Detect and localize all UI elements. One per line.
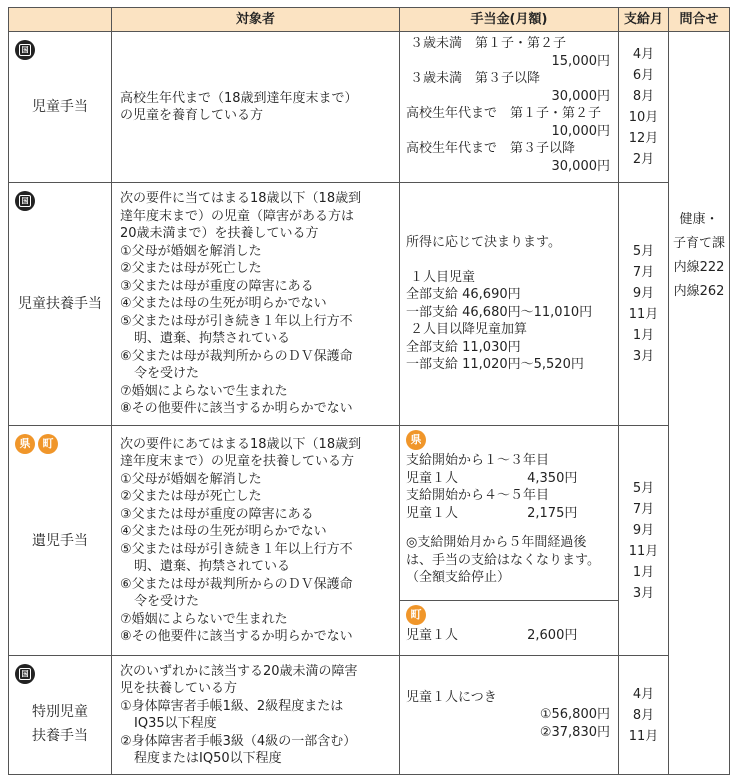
target-line: ③父または母が重度の障害にある: [120, 506, 314, 522]
header-row: [9, 8, 730, 32]
amount-line: 高校生年代まで 第１子・第２子: [406, 106, 602, 121]
amount-line: 高校生年代まで 第３子以降: [406, 141, 576, 156]
contact-line: 内線222: [673, 260, 725, 275]
national-badge-icon: 国: [15, 40, 35, 60]
payment-month: 11月: [628, 728, 659, 744]
target-line: ③父または母が重度の障害にある: [120, 278, 314, 294]
badge-group: [15, 40, 35, 60]
payment-month: 9月: [632, 522, 655, 538]
allowance-name: 特別児童: [32, 704, 88, 720]
prefecture-badge-icon: 県: [406, 430, 426, 450]
header-name: [9, 8, 112, 32]
table-row: [9, 426, 730, 656]
target-cell: [112, 183, 400, 426]
target-line: ⑥父または母が裁判所からのＤＶ保護命: [120, 576, 353, 592]
amount-line: 児童１人 2,175円: [406, 505, 578, 521]
amount-line: （全額支給停止）: [406, 570, 511, 585]
amount-cell: [400, 426, 619, 656]
badge-group: [15, 191, 35, 211]
table-row: [9, 32, 730, 183]
payment-month: 12月: [628, 131, 659, 146]
target-line: ⑦婚姻によらないで生まれた: [120, 611, 288, 627]
target-line: ⑧その他要件に該当するか明らかでない: [120, 401, 353, 417]
allowance-name-cell: [9, 656, 112, 775]
payment-month: 2月: [632, 152, 655, 167]
amount-line: １人目児童: [410, 269, 476, 285]
amount-value: 10,000円: [551, 123, 610, 139]
target-line: ④父または母の生死が明らかでない: [120, 296, 327, 312]
payment-month: 4月: [632, 686, 655, 702]
amount-line: ３歳未満 第３子以降: [410, 71, 541, 86]
amount-line: 支給開始から１〜３年目: [406, 453, 550, 468]
payment-month: 5月: [632, 480, 655, 496]
target-line: ②父または母が死亡した: [120, 489, 262, 504]
amount-spacer: [406, 522, 612, 534]
target-line: IQ35以下程度: [134, 716, 217, 731]
amount-cell: [400, 32, 619, 183]
target-line: 達年度末まで）の児童（障害がある方は: [120, 208, 355, 224]
target-line: ⑥父または母が裁判所からのＤＶ保護命: [120, 348, 353, 364]
amount-spacer: [406, 252, 612, 269]
target-line: 児を扶養している方: [120, 681, 238, 696]
payment-months-cell: [619, 656, 669, 775]
payment-month: 1月: [632, 328, 655, 343]
amount-value: 15,000円: [551, 53, 610, 69]
target-cell: [112, 656, 400, 775]
header-target: 対象者: [112, 8, 400, 32]
target-line: 次のいずれかに該当する20歳未満の障害: [120, 663, 358, 679]
amount-line: ３歳未満 第１子・第２子: [410, 36, 567, 51]
target-line: ④父または母の生死が明らかでない: [120, 524, 327, 539]
payment-months-cell: [619, 32, 669, 183]
allowance-name: 扶養手当: [32, 728, 88, 744]
target-line: 明、遺棄、拘禁されている: [134, 331, 291, 347]
target-line: ⑤父または母が引き続き１年以上行方不: [120, 541, 353, 557]
header-month: 支給月: [619, 8, 669, 32]
prefecture-amount-block: [400, 426, 618, 600]
target-line: ①父母が婚姻を解消した: [120, 471, 262, 487]
allowance-name: 児童手当: [32, 99, 88, 115]
contact-line: 内線262: [673, 284, 725, 299]
payment-month: 7月: [632, 265, 655, 280]
amount-line: 支給開始から４〜５年目: [406, 488, 550, 503]
target-cell: [112, 426, 400, 656]
allowance-name-cell: [9, 183, 112, 426]
payment-month: 11月: [628, 543, 659, 559]
target-line: 明、遺棄、拘禁されている: [134, 559, 291, 574]
header-contact: 問合せ: [669, 8, 730, 32]
payment-month: 4月: [632, 47, 655, 62]
payment-month: 3月: [632, 349, 655, 364]
table-row: [9, 183, 730, 426]
payment-month: 8月: [632, 89, 655, 104]
target-line: ①身体障害者手帳1級、2級程度または: [120, 698, 344, 714]
amount-cell: [400, 656, 619, 775]
payment-month: 7月: [632, 501, 655, 517]
allowance-name-cell: [9, 32, 112, 183]
payment-months-cell: [619, 426, 669, 656]
allowance-table: [8, 7, 730, 775]
amount-line: 児童１人につき: [406, 689, 497, 705]
target-line: の児童を養育している方: [120, 108, 264, 123]
table-row: [9, 656, 730, 775]
target-line: 程度またはIQ50以下程度: [134, 751, 282, 766]
amount-line: 児童１人 2,600円: [406, 628, 578, 643]
payment-months-cell: [619, 183, 669, 426]
national-badge-icon: 国: [15, 664, 35, 684]
target-line: ②身体障害者手帳3級（4級の一部含む）: [120, 733, 357, 749]
target-line: ⑤父または母が引き続き１年以上行方不: [120, 313, 353, 329]
amount-cell: [400, 183, 619, 426]
badge-group: [15, 664, 35, 684]
amount-line: は、手当の支給はなくなります。: [406, 552, 600, 568]
amount-value: 30,000円: [551, 158, 610, 174]
amount-line: 一部支給 11,020円〜5,520円: [406, 357, 584, 373]
amount-line: 一部支給 46,680円〜11,010円: [406, 304, 593, 320]
allowance-name: 遺児手当: [32, 532, 88, 549]
amount-line: 全部支給 11,030円: [406, 339, 521, 355]
payment-month: 9月: [632, 286, 655, 301]
target-line: 高校生年代まで（18歳到達年度末まで）: [120, 90, 358, 106]
contact-line: 健康・: [679, 212, 719, 227]
amount-line: ２人目以降児童加算: [410, 322, 528, 338]
payment-month: 5月: [632, 244, 655, 259]
amount-line: ◎支給開始月から５年間経過後: [406, 535, 587, 550]
target-line: ①父母が婚姻を解消した: [120, 243, 262, 259]
target-line: ⑦婚姻によらないで生まれた: [120, 383, 288, 399]
target-line: ⑧その他要件に該当するか明らかでない: [120, 629, 353, 644]
amount-value: ②37,830円: [539, 724, 610, 740]
target-line: 達年度末まで）の児童を扶養している方: [120, 454, 355, 469]
target-line: ②父または母が死亡した: [120, 261, 262, 277]
payment-month: 1月: [632, 564, 655, 580]
target-cell: [112, 32, 400, 183]
amount-line: 所得に応じて決まります。: [406, 235, 561, 251]
contact-line: 子育て課: [672, 236, 725, 251]
town-badge-icon: 町: [38, 434, 58, 454]
target-line: 次の要件に当てはまる18歳以下（18歳到: [120, 191, 362, 207]
target-line: 次の要件にあてはまる18歳以下（18歳到: [120, 436, 362, 452]
amount-line: 児童１人 4,350円: [406, 470, 578, 486]
payment-month: 6月: [632, 68, 655, 83]
prefecture-badge-icon: 県: [15, 434, 35, 454]
payment-month: 8月: [632, 707, 655, 723]
target-line: 令を受けた: [134, 594, 200, 609]
amount-value: ①56,800円: [539, 707, 610, 723]
allowance-name: 児童扶養手当: [18, 296, 102, 312]
national-badge-icon: 国: [15, 191, 35, 211]
payment-month: 10月: [628, 110, 659, 125]
target-line: 20歳未満まで）を扶養している方: [120, 226, 319, 242]
amount-value: 30,000円: [551, 88, 610, 104]
town-amount-block: [400, 600, 618, 655]
allowance-name-cell: [9, 426, 112, 656]
badge-group: [15, 434, 58, 454]
payment-month: 3月: [632, 585, 655, 601]
town-badge-icon: 町: [406, 605, 426, 625]
target-line: 令を受けた: [134, 366, 200, 382]
amount-line: 全部支給 46,690円: [406, 287, 521, 303]
header-amount: 手当金(月額): [400, 8, 619, 32]
payment-month: 11月: [628, 307, 659, 322]
contact-cell: [669, 32, 730, 775]
